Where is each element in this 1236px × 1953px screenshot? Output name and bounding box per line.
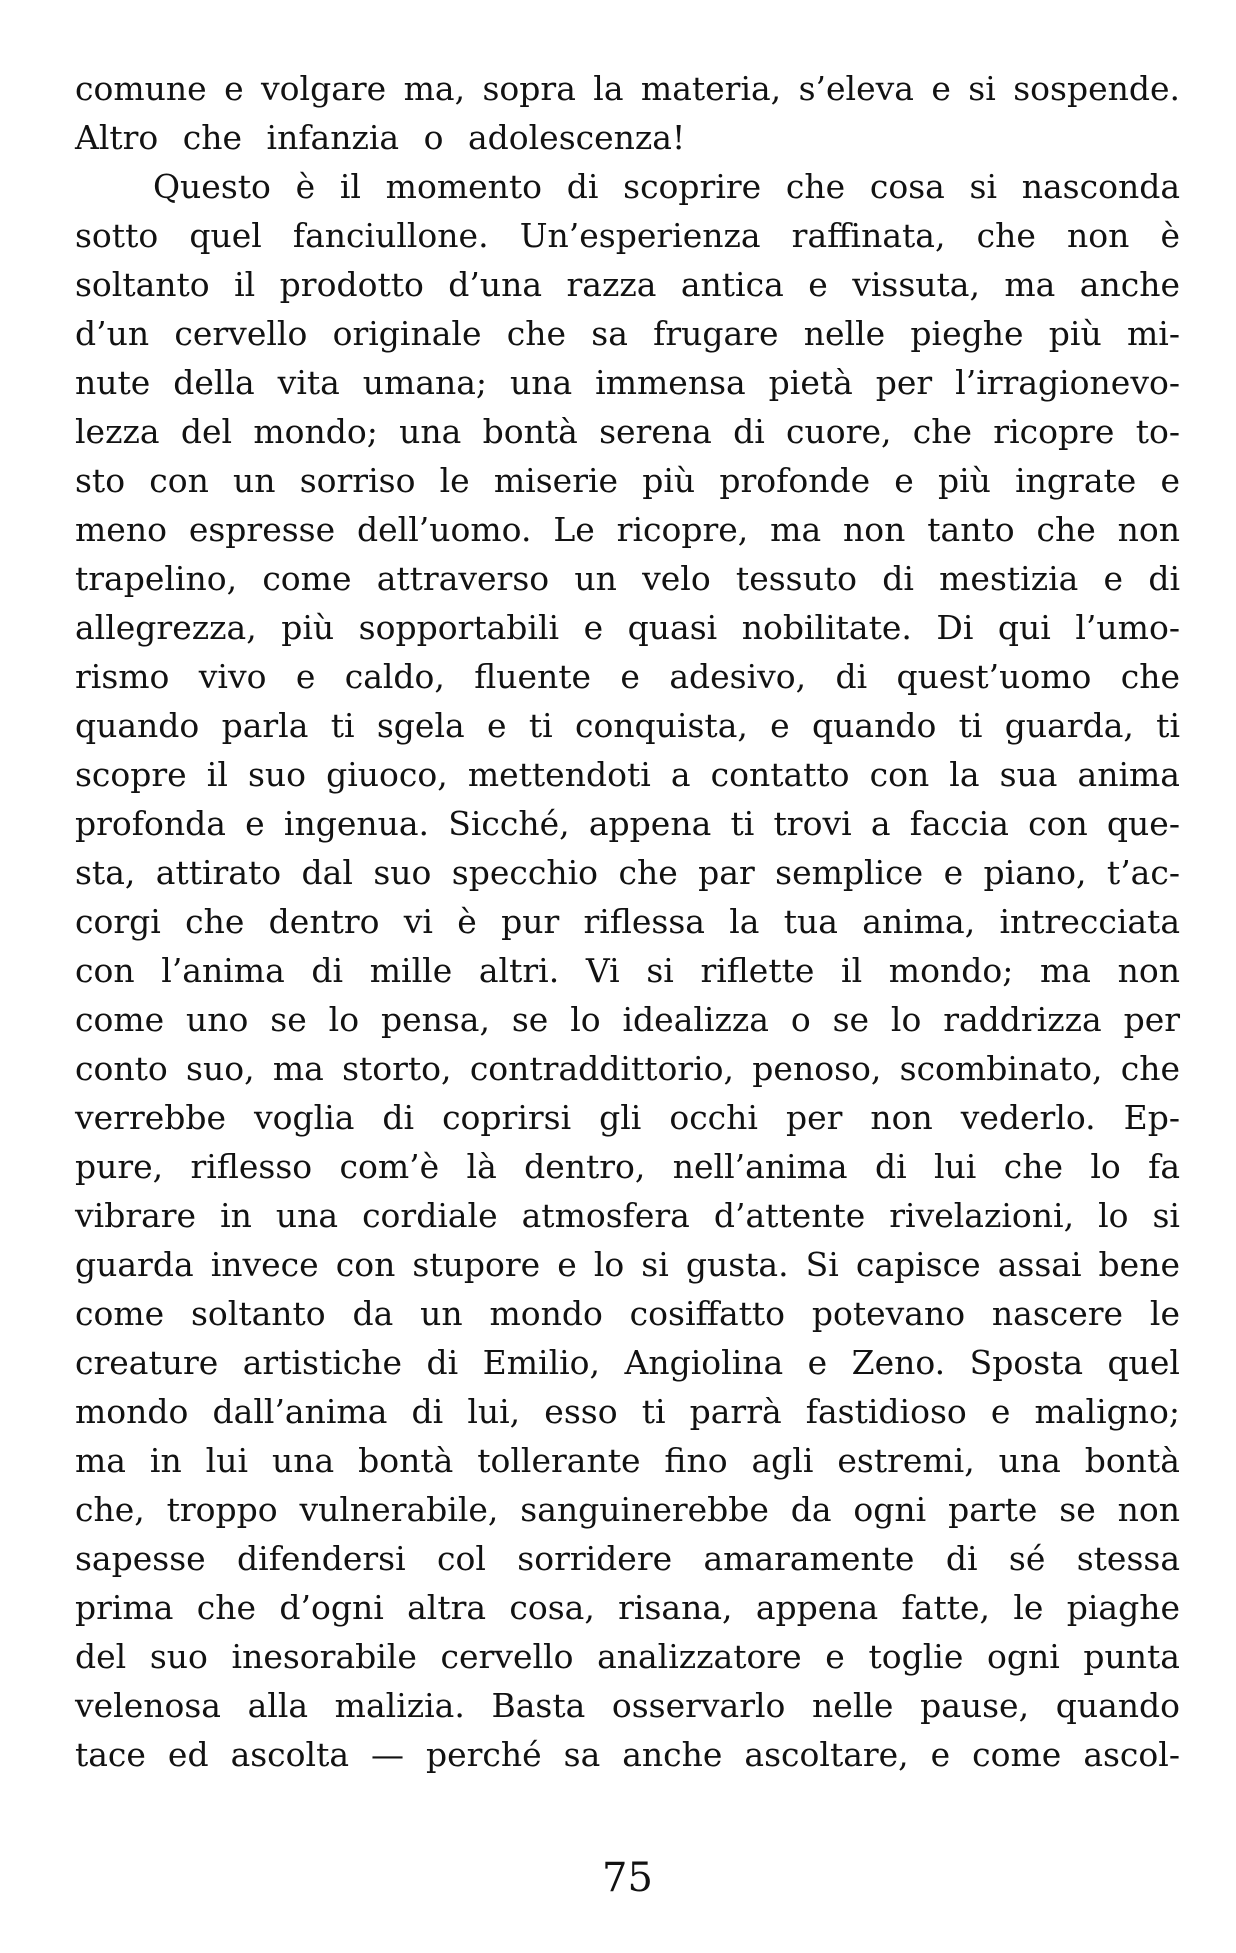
text-line: sto con un sorriso le miserie più profonde e più ingrate e — [75, 461, 1180, 500]
text-line: sapesse difendersi col sorridere amaramente di sé stessa — [75, 1539, 1180, 1578]
text-line: scopre il suo giuoco, mettendoti a contatto con la sua anima — [75, 755, 1180, 794]
text-line: sotto quel fanciullone. Un’esperienza raffinata, che non è — [75, 216, 1180, 255]
text-line: prima che d’ogni altra cosa, risana, appena fatte, le piaghe — [75, 1588, 1180, 1627]
text-line: mondo dall’anima di lui, esso ti parrà fastidioso e maligno; — [75, 1392, 1180, 1431]
text-line: allegrezza, più sopportabili e quasi nobilitate. Di qui l’umo- — [75, 608, 1180, 647]
text-line: comune e volgare ma, sopra la materia, s’eleva e si sospende. — [75, 69, 1180, 108]
text-line: sta, attirato dal suo specchio che par semplice e piano, t’ac- — [75, 853, 1180, 892]
text-line: nute della vita umana; una immensa pietà per l’irragionevo- — [75, 363, 1180, 402]
text-line: corgi che dentro vi è pur riflessa la tua anima, intrecciata — [75, 902, 1180, 941]
page-number: 75 — [602, 1855, 653, 1901]
text-line: vibrare in una cordiale atmosfera d’attente rivelazioni, lo si — [75, 1196, 1180, 1235]
text-line: pure, riflesso com’è là dentro, nell’anima di lui che lo fa — [75, 1147, 1180, 1186]
text-line: conto suo, ma storto, contraddittorio, penoso, scombinato, che — [75, 1049, 1180, 1088]
text-line: come soltanto da un mondo cosiffatto potevano nascere le — [75, 1294, 1180, 1333]
text-line: creature artistiche di Emilio, Angiolina e Zeno. Sposta quel — [75, 1343, 1180, 1382]
text-line: profonda e ingenua. Sicché, appena ti trovi a faccia con que- — [75, 804, 1180, 843]
text-line: trapelino, come attraverso un velo tessuto di mestizia e di — [75, 559, 1180, 598]
text-line: verrebbe voglia di coprirsi gli occhi per non vederlo. Ep- — [75, 1098, 1180, 1137]
text-line: quando parla ti sgela e ti conquista, e quando ti guarda, ti — [75, 706, 1180, 745]
text-line: guarda invece con stupore e lo si gusta. Si capisce assai bene — [75, 1245, 1180, 1284]
text-line: rismo vivo e caldo, fluente e adesivo, di quest’uomo che — [75, 657, 1180, 696]
text-block — [75, 64, 1180, 1779]
text-line: che, troppo vulnerabile, sanguinerebbe da ogni parte se non — [75, 1490, 1180, 1529]
text-line: Questo è il momento di scoprire che cosa si nasconda — [153, 167, 1180, 206]
text-line: ma in lui una bontà tollerante fino agli estremi, una bontà — [75, 1441, 1180, 1480]
text-line: con l’anima di mille altri. Vi si riflette il mondo; ma non — [75, 951, 1180, 990]
text-line: soltanto il prodotto d’una razza antica e vissuta, ma anche — [75, 265, 1180, 304]
text-line: velenosa alla malizia. Basta osservarlo nelle pause, quando — [75, 1686, 1180, 1725]
text-line: come uno se lo pensa, se lo idealizza o se lo raddrizza per — [75, 1000, 1180, 1039]
text-line: tace ed ascolta — perché sa anche ascoltare, e come ascol- — [75, 1735, 1180, 1774]
text-line: lezza del mondo; una bontà serena di cuore, che ricopre to- — [75, 412, 1180, 451]
text-line: del suo inesorabile cervello analizzatore e toglie ogni punta — [75, 1637, 1180, 1676]
text-line: d’un cervello originale che sa frugare nelle pieghe più mi- — [75, 314, 1180, 353]
text-line: meno espresse dell’uomo. Le ricopre, ma non tanto che non — [75, 510, 1180, 549]
text-line: Altro che infanzia o adolescenza! — [75, 118, 686, 157]
